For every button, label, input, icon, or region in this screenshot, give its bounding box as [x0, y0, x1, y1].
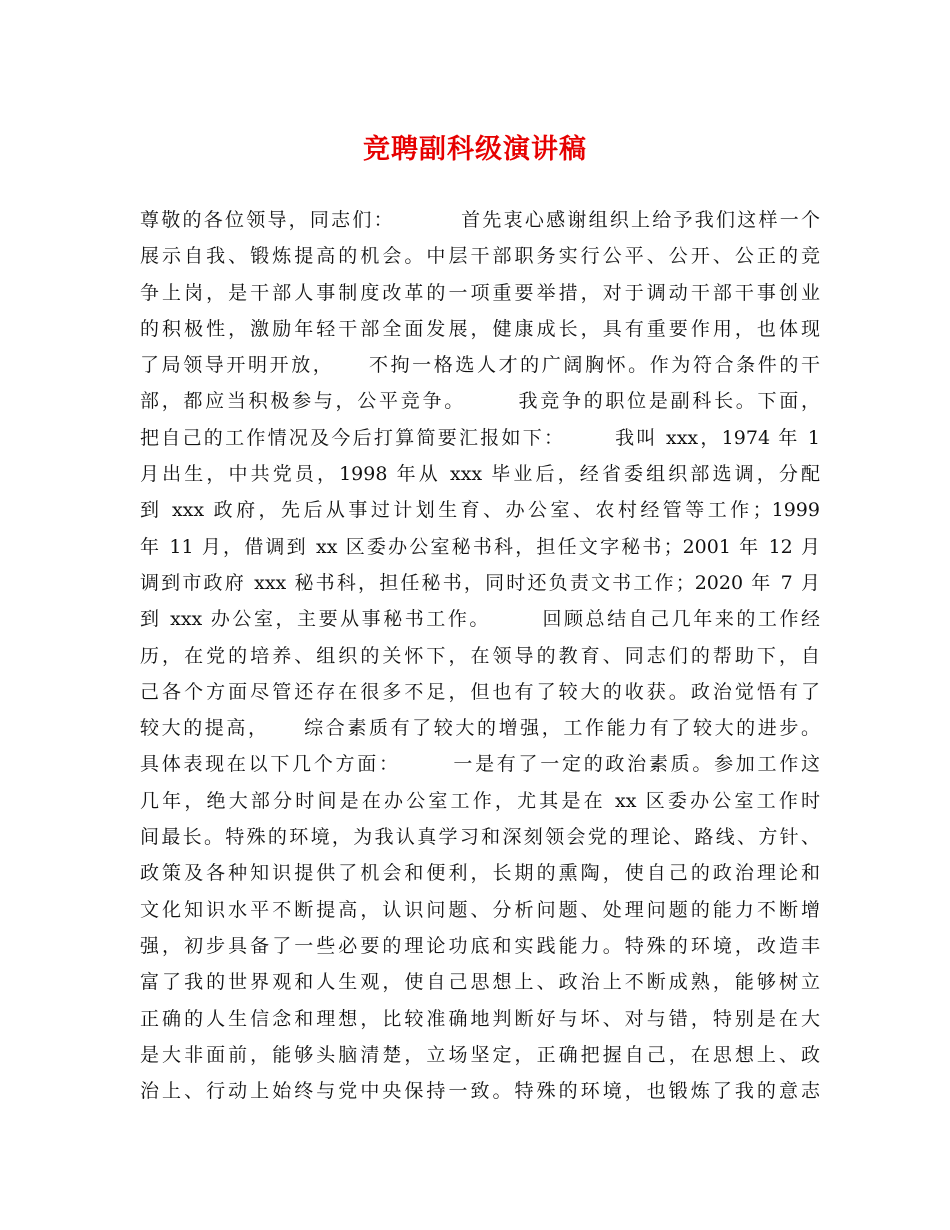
document-title: 竞聘副科级演讲稿 [363, 134, 587, 165]
body-line: 政策及各种知识提供了机会和便利，长期的熏陶，使自己的政治理论和 [140, 862, 820, 885]
body-line: 年 11 月，借调到 xx 区委办公室秘书科，担任文字秘书；2001 年 12 月 [140, 535, 820, 558]
body-line: 部，都应当积极参与，公平竞争。 我竞争的职位是副科长。下面， [140, 390, 820, 413]
body-line: 文化知识水平不断提高，认识问题、分析问题、处理问题的能力不断增 [140, 898, 820, 921]
body-line: 把自己的工作情况及今后打算简要汇报如下： 我叫 xxx，1974 年 1 [140, 426, 820, 449]
body-line: 历，在党的培养、组织的关怀下，在领导的教育、同志们的帮助下，自 [140, 644, 820, 667]
body-line: 富了我的世界观和人生观，使自己思想上、政治上不断成熟，能够树立 [140, 971, 820, 994]
body-line: 较大的提高， 综合素质有了较大的增强，工作能力有了较大的进步。 [140, 717, 820, 740]
body-line: 尊敬的各位领导，同志们： 首先衷心感谢组织上给予我们这样一个 [140, 209, 820, 231]
body-line: 是大非面前，能够头脑清楚，立场坚定，正确把握自己，在思想上、政 [140, 1043, 820, 1066]
body-line: 的积极性，激励年轻干部全面发展，健康成长，具有重要作用，也体现 [140, 317, 820, 340]
body-line: 治上、行动上始终与党中央保持一致。特殊的环境，也锻炼了我的意志 [140, 1080, 820, 1103]
body-line: 月出生，中共党员，1998 年从 xxx 毕业后，经省委组织部选调，分配 [140, 463, 820, 486]
document-body [140, 202, 820, 1109]
body-line: 间最长。特殊的环境，为我认真学习和深刻领会党的理论、路线、方针、 [140, 826, 820, 849]
body-line: 己各个方面尽管还存在很多不足，但也有了较大的收获。政治觉悟有了 [140, 680, 820, 703]
body-line: 到 xxx 政府，先后从事过计划生育、办公室、农村经管等工作；1999 [140, 499, 820, 522]
body-line: 具体表现在以下几个方面： 一是有了一定的政治素质。参加工作这 [140, 753, 820, 776]
body-line: 调到市政府 xxx 秘书科，担任秘书，同时还负责文书工作；2020 年 7 月 [140, 571, 820, 594]
body-line: 几年，绝大部分时间是在办公室工作，尤其是在 xx 区委办公室工作时 [140, 789, 820, 812]
body-line: 强，初步具备了一些必要的理论功底和实践能力。特殊的环境，改造丰 [140, 934, 820, 957]
body-line: 展示自我、锻炼提高的机会。中层干部职务实行公平、公开、公正的竞 [140, 245, 820, 268]
body-line: 到 xxx 办公室，主要从事秘书工作。 回顾总结自己几年来的工作经 [140, 608, 820, 631]
body-line: 正确的人生信念和理想，比较准确地判断好与坏、对与错，特别是在大 [140, 1007, 820, 1030]
body-line: 了局领导开明开放， 不拘一格选人才的广阔胸怀。作为符合条件的干 [140, 354, 820, 377]
body-line: 争上岗，是干部人事制度改革的一项重要举措，对于调动干部干事创业 [140, 281, 820, 304]
